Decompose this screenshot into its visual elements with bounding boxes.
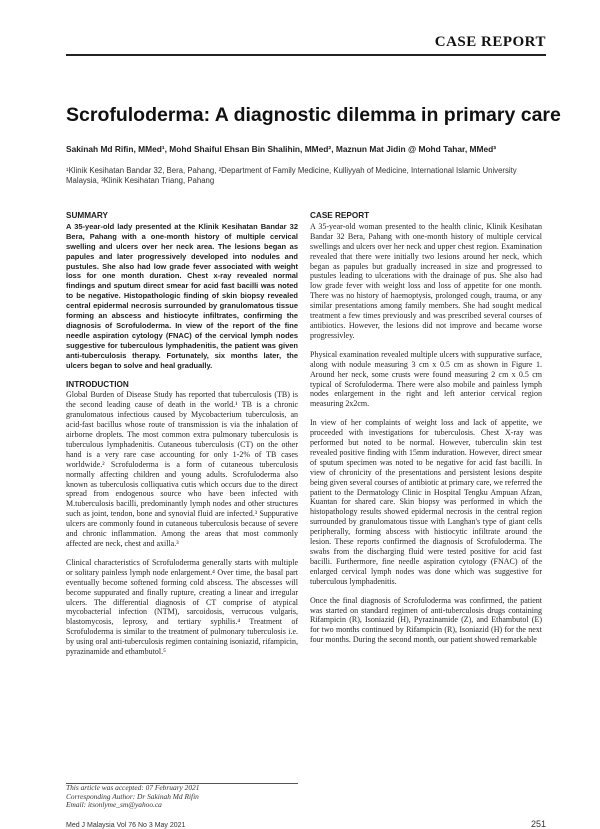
summary-heading: SUMMARY [66,211,108,220]
introduction-paragraph-1: Global Burden of Disease Study has reported that tuberculosis (TB) is the second leading cause of death in the world.¹ TB is a chronic granulomatous infectious caused by Mycobacterium tuberculosis, an acid-fast bacillus whose route of transmission is via the inhalation of airborne droplets. The most common extra pulmonary tuberculosis is tuberculous lymphadenitis. Cutaneous tuberculosis (CT) on the other hand is a very rare case accounting for only 1-2% of TB cases worldwide.² Scrofuloderma is a form of cutaneous tuberculosis normally affecting children and young adults. Scrofuloderma also known as tuberculosis colliquativa cutis which occurs due to the direct spread from endogenous source who have been infected with M.tuberculosis bacilli, predominantly lymph nodes and other structures such as joint, tendon, bone and synovial fluid are infected.³ Suppurative ulcers are commonly found in cutaneous tuberculosis because of severe and chronic inflammation. Among the areas that most commonly affected are neck, chest and axilla.³ [66,390,298,548]
author-email: Email: itsonlyme_sm@yahoo.ca [66,800,162,810]
case-paragraph-1: A 35-year-old woman presented to the health clinic, Klinik Kesihatan Bandar 32 Bera, Pahang with one-month history of multiple cervical swellings and ulcers over her neck and upper chest region. Examination revealed that there were initially two lesions around her neck, which began as papules but gradually increased in size and progressed to pustules leading to ulcerations with the drainage of pus. She also had low grade fever with weight loss and loss of appetite for one month. There was no history of haemoptysis, prolonged cough, trauma, or any similar presentations among family members. She had sought medical treatment a few times previously and was prescribed several courses of antibiotics. However, the lesions did not improve and became worse progressivley. [310,221,542,340]
case-paragraph-2: Physical examination revealed multiple ulcers with suppurative surface, along with nodule measuring 3 cm x 0.5 cm as shown in Figure 1. Around her neck, some crusts were found measuring 2 cm x 0.5 cm typical of Scrofuloderma. There were also mobile and painless lymph nodes enlargement in the right and left anterior cervical region measuring 2x2cm. [310,349,542,409]
section-label: CASE REPORT [434,34,546,50]
case-paragraph-4: Once the final diagnosis of Scrofuloderma was confirmed, the patient was started on standard regimen of anti-tuberculosis drugs containing Rifampicin (R), Isoniazid (H), Pyrazinamide (Z), and Ethambutol (E) for two months continued by Rifampicin (R), Isoniazid (H) for the next four months. During the second month, our patient showed remarkable [310,595,542,645]
left-column [66,211,298,666]
accepted-date: This article was accepted: 07 February 2021 [66,783,200,792]
summary-paragraph: A 35-year-old lady presented at the Klinik Kesihatan Bandar 32 Bera, Pahang with a one-month history of multiple cervical swelling and ulcers over her neck area. The lesions began as papules and later progressively developed into nodules and pustules. She also had low grade fever associated with weight loss for one month duration. Chest x-ray revealed normal findings and sputum direct smear for acid fast bacilli was noted to be negative. Histopathologic finding of skin biopsy revealed central epidermal necrosis surrounded by granulomatous tissue forming an abscess and histiocyte infiltrates, confirming the diagnosis of Scrofuloderma. In view of the report of the fine needle aspiration cytology (FNAC) of the cervical lymph nodes suggestive for tuberculous lymphadenitis, the patient was given anti-tuberculosis therapy. Fortunately, six months later, the ulcers began to solve and heal gradually. [66,221,298,370]
article-title: Scrofuloderma: A diagnostic dilemma in primary care [66,104,561,126]
introduction-paragraph-2: Clinical characteristics of Scrofuloderma generally starts with multiple or solitary painless lymph node enlargement.⁴ Over time, the basal part eventually become softened forming cold abscess. The abscesses will become suppurated and finally rupture, creating a linear and irregular ulcers. The differential diagnosis of CT comprise of atypical mycobacterial infection (NTM), sarcoidosis, verrucous vulgaris, blastomycosis, leprosy, and tertiary syphilis.⁴ Treatment of Scrofuloderma is similar to the treatment of pulmonary tuberculosis i.e. by using oral anti-tuberculosis regimen containing isoniazid, rifampicin, pyrazinamide and ethambutol.⁵ [66,557,298,657]
footnote [66,784,306,810]
journal-citation: Med J Malaysia Vol 76 No 3 May 2021 [66,822,186,829]
author-list: Sakinah Md Rifin, MMed¹, Mohd Shaiful Ehsan Bin Shalihin, MMed², Maznun Mat Jidin @ Mohd Tahar, MMed³ [66,144,497,154]
case-paragraph-3: In view of her complaints of weight loss and lack of appetite, we proceeded with investigations for tuberculosis. Chest X-ray was performed but noted to be normal. However, tuberculin skin test revealed positive finding with 15mm induration. However, direct smear of sputum specimen was noted to be negative for acid fast bacilli. In view of chronicity of the presentations and persistent lesions despite being given several courses of antibiotic at primary care, we referred the patient to the Dermatology Clinic in Hospital Tengku Ampuan Afzan, Kuantan for shared care. Skin biopsy was performed in which the histopathology results showed epidermal necrosis in the central region surrounded by granulomatous tissue with Langhan's type of giant cells peripherally, forming abscess with histiocytic infiltrate around the lesion. These reports confirmed the diagnosis of Scrofuloderma. The swabs from the discharging fluid were tested positive for acid fast bacilli. Furthermore, fine needle aspiration cytology (FNAC) of the enlarged cervical lymph nodes was done which was suggestive for tuberculous lymphadenitis. [310,418,542,586]
affiliations: ¹Klinik Kesihatan Bandar 32, Bera, Pahang, ²Department of Family Medicine, Kulliyyah of Medicine, International Islamic University Malaysia, ³Klinik Kesihatan Triang, Pahang [66,166,517,185]
right-column [310,211,542,654]
introduction-heading: INTRODUCTION [66,379,129,389]
case-report-heading: CASE REPORT [310,211,370,220]
header-rule [66,54,546,56]
corresponding-author: Corresponding Author: Dr Sakinah Md Rifin [66,791,199,801]
page-number: 251 [530,819,546,829]
